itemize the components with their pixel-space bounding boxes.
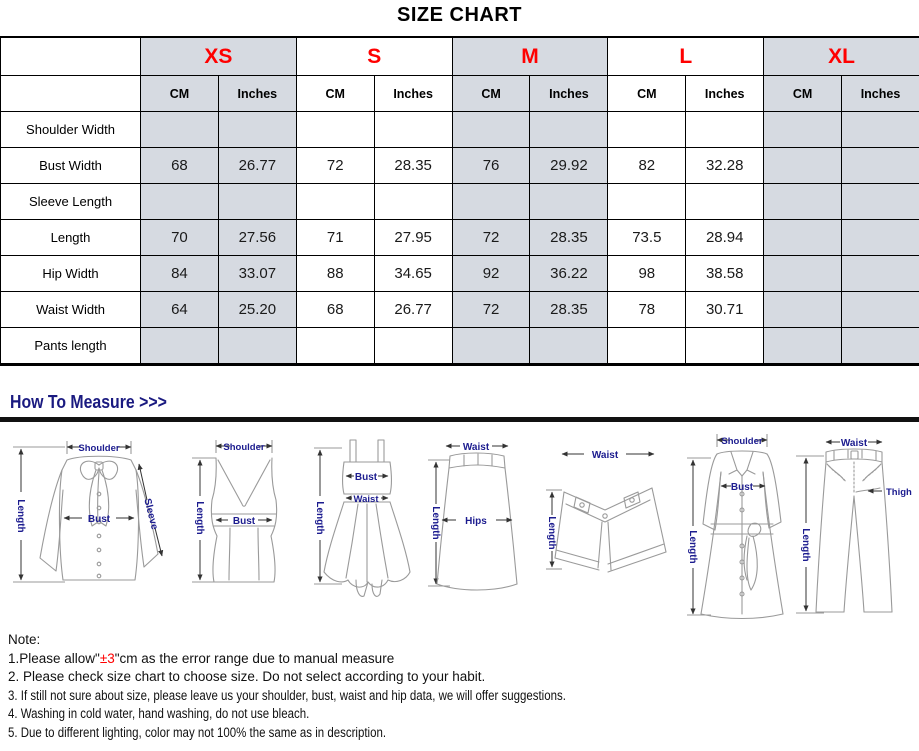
row-label: Sleeve Length (1, 184, 141, 220)
measurement-cell: 25.20 (218, 292, 296, 328)
note-line-5: 5. Due to different lighting, color may not 100% the same as in description. (8, 724, 387, 740)
shorts-drawing (542, 438, 672, 593)
measurement-cell: 27.95 (374, 220, 452, 256)
unit-header: CM (764, 76, 842, 112)
figure-shorts (542, 438, 672, 593)
note-1-suffix: "cm as the error range due to manual measure (114, 650, 395, 666)
measurement-cell: 28.35 (530, 220, 608, 256)
note-line-1 (8, 650, 664, 669)
measurement-cell: 28.94 (686, 220, 764, 256)
tank-length-label: Length (194, 501, 205, 535)
pants-waist-label: Waist (840, 438, 868, 449)
pants-drawing (790, 430, 918, 620)
measurement-cell (764, 292, 842, 328)
note-error-range: ±3 (99, 650, 115, 666)
measurement-cell: 27.56 (218, 220, 296, 256)
measurement-cell (296, 112, 374, 148)
table-row (1, 220, 919, 256)
measurement-cell: 73.5 (608, 220, 686, 256)
measurement-cell (218, 184, 296, 220)
dress-length-label: Length (314, 501, 325, 535)
table-row (1, 256, 919, 292)
measurement-cell (530, 184, 608, 220)
measurement-cell: 84 (141, 256, 219, 292)
size-header: XS (141, 37, 297, 76)
measurement-cell (842, 220, 919, 256)
tank-bust-label: Bust (232, 516, 256, 527)
measurement-cell (296, 184, 374, 220)
measurement-cell: 98 (608, 256, 686, 292)
skirt-waist-label: Waist (462, 442, 490, 453)
measurement-cell: 88 (296, 256, 374, 292)
page-title: SIZE CHART (397, 4, 522, 26)
size-header: M (452, 37, 608, 76)
blouse-bust-label: Bust (87, 514, 111, 525)
measurement-cell: 28.35 (374, 148, 452, 184)
dress-drawing (308, 432, 422, 602)
size-table-head (1, 37, 919, 112)
measurement-cell: 78 (608, 292, 686, 328)
size-header: XL (764, 37, 919, 76)
measurement-cell (842, 328, 919, 365)
measurement-cell: 72 (452, 220, 530, 256)
coat-shoulder-label: Shoulder (721, 436, 763, 447)
blouse-drawing (5, 434, 180, 594)
row-label: Bust Width (1, 148, 141, 184)
measurement-figures (0, 424, 919, 629)
measurement-cell (686, 112, 764, 148)
size-table-body (1, 112, 919, 365)
dress-waist-label: Waist (353, 494, 379, 505)
coat-drawing (681, 428, 795, 620)
shorts-length-label: Length (546, 516, 557, 550)
size-header: S (296, 37, 452, 76)
tank-shoulder-label: Shoulder (223, 442, 265, 453)
figure-coat (681, 428, 795, 620)
note-1-prefix: 1.Please allow" (8, 650, 100, 666)
measurement-cell: 68 (296, 292, 374, 328)
measurement-cell: 76 (452, 148, 530, 184)
measurement-cell: 70 (141, 220, 219, 256)
measurement-cell (764, 148, 842, 184)
measurement-cell (141, 328, 219, 365)
pants-thigh-label: Thigh (886, 487, 912, 498)
measurement-cell: 32.28 (686, 148, 764, 184)
row-label: Length (1, 220, 141, 256)
unit-header: CM (608, 76, 686, 112)
measurement-cell: 68 (141, 148, 219, 184)
measurement-cell: 29.92 (530, 148, 608, 184)
measurement-cell (374, 184, 452, 220)
corner-cell (1, 37, 141, 76)
measurement-cell (218, 112, 296, 148)
corner-cell (1, 76, 141, 112)
measurement-cell (608, 112, 686, 148)
unit-header: Inches (530, 76, 608, 112)
measurement-cell (842, 256, 919, 292)
unit-header: CM (296, 76, 374, 112)
measurement-cell: 26.77 (218, 148, 296, 184)
measurement-cell (141, 112, 219, 148)
measurement-cell (608, 184, 686, 220)
note-line-2: 2. Please check size chart to choose size. Do not select according to your habit. (8, 669, 486, 684)
measurement-cell (296, 328, 374, 365)
table-row (1, 184, 919, 220)
measurement-cell: 82 (608, 148, 686, 184)
dress-bust-label: Bust (354, 472, 378, 483)
unit-header: Inches (218, 76, 296, 112)
measurement-cell (686, 184, 764, 220)
blouse-length-label: Length (15, 499, 26, 533)
how-to-measure-title: How To Measure >>> (10, 392, 167, 412)
note-line-3: 3. If still not sure about size, please leave us your shoulder, bust, waist and hip data, we will offer suggestions. (8, 687, 566, 703)
measurement-cell (530, 328, 608, 365)
unit-header: Inches (686, 76, 764, 112)
table-row (1, 148, 919, 184)
measurement-cell (764, 256, 842, 292)
measurement-cell: 33.07 (218, 256, 296, 292)
pants-length-label: Length (800, 528, 811, 562)
measurement-cell (842, 184, 919, 220)
measurement-cell (530, 112, 608, 148)
figure-tank-top (186, 434, 304, 594)
measurement-cell: 28.35 (530, 292, 608, 328)
row-label: Pants length (1, 328, 141, 365)
tank-top-drawing (186, 434, 304, 594)
size-chart-table (0, 36, 919, 366)
figure-dress (308, 432, 422, 602)
measurement-cell: 72 (296, 148, 374, 184)
measurement-cell: 72 (452, 292, 530, 328)
measurement-cell (842, 148, 919, 184)
shorts-waist-label: Waist (591, 450, 619, 461)
table-row (1, 112, 919, 148)
measurement-cell (842, 292, 919, 328)
measurement-cell: 38.58 (686, 256, 764, 292)
measurement-cell (764, 112, 842, 148)
measurement-cell (608, 328, 686, 365)
notes-heading: Note: (8, 632, 41, 647)
table-row (1, 292, 919, 328)
measurement-cell: 64 (141, 292, 219, 328)
measurement-cell (764, 220, 842, 256)
skirt-hips-label: Hips (465, 516, 487, 527)
measurement-cell (842, 112, 919, 148)
blouse-shoulder-label: Shoulder (78, 443, 120, 454)
size-header: L (608, 37, 764, 76)
measurement-cell: 92 (452, 256, 530, 292)
measurement-cell: 30.71 (686, 292, 764, 328)
skirt-drawing (424, 436, 530, 601)
measurement-cell (452, 184, 530, 220)
measurement-cell (686, 328, 764, 365)
divider-bar (0, 417, 919, 422)
measurement-cell (452, 328, 530, 365)
figure-pants (790, 430, 918, 620)
measurement-cell: 34.65 (374, 256, 452, 292)
measurement-cell: 26.77 (374, 292, 452, 328)
coat-length-label: Length (687, 530, 698, 564)
measurement-cell (452, 112, 530, 148)
unit-header: CM (141, 76, 219, 112)
measurement-cell (218, 328, 296, 365)
measurement-cell: 36.22 (530, 256, 608, 292)
measurement-cell (764, 328, 842, 365)
notes-section (8, 631, 664, 742)
unit-header: Inches (374, 76, 452, 112)
figure-blouse (5, 434, 180, 594)
measurement-cell (141, 184, 219, 220)
row-label: Hip Width (1, 256, 141, 292)
measurement-cell: 71 (296, 220, 374, 256)
unit-header: CM (452, 76, 530, 112)
table-row (1, 328, 919, 365)
figure-skirt (424, 436, 530, 601)
blouse-sleeve-label: Sleeve (141, 497, 160, 531)
row-label: Shoulder Width (1, 112, 141, 148)
note-line-4: 4. Washing in cold water, hand washing, do not use bleach. (8, 706, 310, 721)
coat-bust-label: Bust (730, 482, 754, 493)
unit-header: Inches (842, 76, 919, 112)
skirt-length-label: Length (430, 506, 441, 540)
measurement-cell (374, 328, 452, 365)
measurement-cell (764, 184, 842, 220)
measurement-cell (374, 112, 452, 148)
row-label: Waist Width (1, 292, 141, 328)
